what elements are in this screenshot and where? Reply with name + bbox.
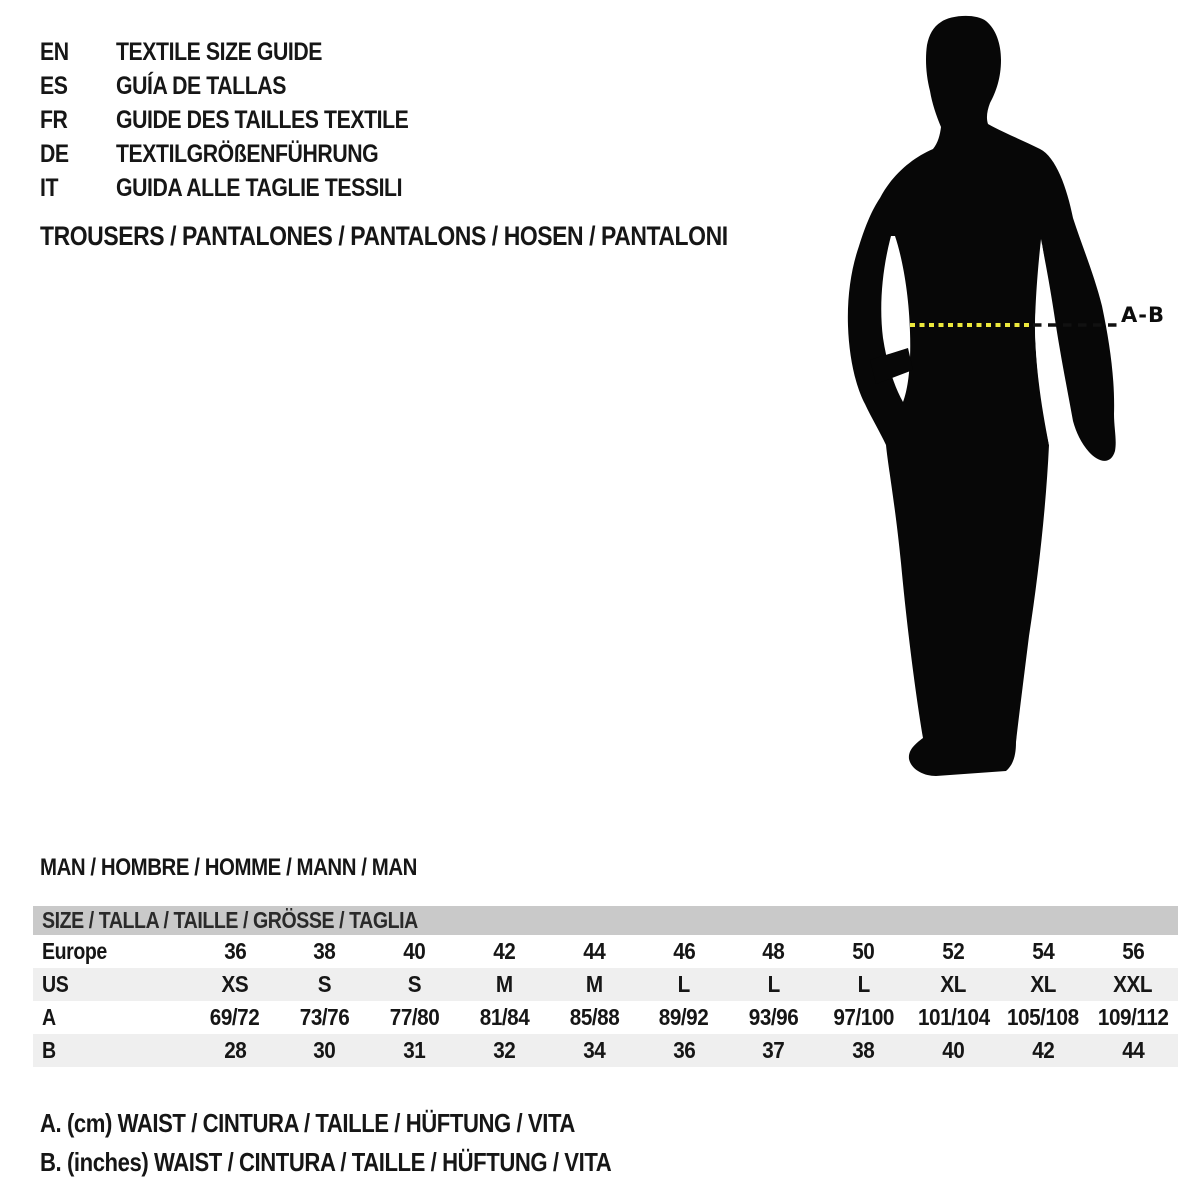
cell: XS <box>221 971 249 997</box>
cell: S <box>318 971 332 997</box>
row-label: A <box>42 1004 56 1030</box>
language-label: GUIDE DES TAILLES TEXTILE <box>116 105 409 134</box>
cell: M <box>585 971 603 997</box>
cell: L <box>767 971 780 997</box>
cell: 73/76 <box>299 1004 350 1030</box>
cell: 69/72 <box>210 1004 260 1030</box>
cell: 101/104 <box>917 1004 990 1030</box>
cell: 50 <box>852 938 875 964</box>
cell: 38 <box>852 1037 875 1063</box>
table-row-b-inches <box>33 1034 1178 1067</box>
cell: 46 <box>672 938 696 964</box>
row-label: Europe <box>42 938 107 964</box>
cell: 89/92 <box>659 1004 709 1030</box>
cell: 81/84 <box>479 1004 530 1030</box>
table-row-us <box>33 968 1178 1001</box>
category-title: TROUSERS / PANTALONES / PANTALONS / HOSEN / PANTALONI <box>40 221 728 251</box>
language-row <box>40 35 460 69</box>
cell: S <box>407 971 422 997</box>
man-silhouette-graphic <box>820 8 1140 788</box>
cell: L <box>857 971 870 997</box>
cell: 44 <box>1121 1037 1145 1063</box>
measure-notes <box>40 1104 712 1182</box>
measure-label: A-B <box>1121 303 1165 327</box>
cell: 109/112 <box>1097 1004 1169 1030</box>
cell: 93/96 <box>749 1004 799 1030</box>
cell: XL <box>1030 971 1056 997</box>
cell: 37 <box>762 1037 785 1063</box>
size-table-header: SIZE / TALLA / TAILLE / GRÖSSE / TAGLIA <box>33 906 1178 935</box>
cell: 36 <box>223 938 246 964</box>
size-table <box>33 906 1178 1067</box>
language-code: FR <box>40 105 68 134</box>
cell: L <box>677 971 691 997</box>
language-label: TEXTILE SIZE GUIDE <box>116 37 323 66</box>
cell: 54 <box>1032 938 1055 964</box>
language-row <box>40 171 460 205</box>
language-code: EN <box>40 37 69 66</box>
cell: 77/80 <box>389 1004 440 1030</box>
cell: 42 <box>493 938 516 964</box>
man-silhouette-body <box>848 16 1116 776</box>
language-code: IT <box>40 173 59 202</box>
gender-title: MAN / HOMBRE / HOMME / MANN / MAN <box>40 854 417 881</box>
cell: 105/108 <box>1007 1004 1080 1030</box>
cell: 31 <box>403 1037 426 1063</box>
cell: 28 <box>223 1037 246 1063</box>
cell: 52 <box>942 938 965 964</box>
cell: 32 <box>493 1037 516 1063</box>
cell: 38 <box>313 938 336 964</box>
language-label: GUÍA DE TALLAS <box>116 71 286 100</box>
cell: 30 <box>313 1037 336 1063</box>
row-label: B <box>42 1037 56 1063</box>
cell: 42 <box>1032 1037 1055 1063</box>
language-label: GUIDA ALLE TAGLIE TESSILI <box>116 173 403 202</box>
cell: 56 <box>1121 938 1145 964</box>
cell: M <box>495 971 513 997</box>
language-row <box>40 103 460 137</box>
table-row-a-cm <box>33 1001 1178 1034</box>
silhouette-figure <box>820 8 1140 788</box>
cell: XL <box>940 971 967 997</box>
note-b-inches: B. (inches) WAIST / CINTURA / TAILLE / HÜFTUNG / VITA <box>40 1147 612 1177</box>
language-guide <box>40 35 460 205</box>
cell: 48 <box>762 938 785 964</box>
language-code: DE <box>40 139 69 168</box>
cell: 34 <box>583 1037 606 1063</box>
cell: 40 <box>942 1037 965 1063</box>
language-row <box>40 69 460 103</box>
cell: 44 <box>583 938 606 964</box>
cell: XXL <box>1113 971 1153 997</box>
language-code: ES <box>40 71 68 100</box>
language-row <box>40 137 460 171</box>
cell: 85/88 <box>569 1004 619 1030</box>
table-row-europe <box>33 935 1178 968</box>
language-label: TEXTILGRÖßENFÜHRUNG <box>116 139 379 168</box>
note-a-cm: A. (cm) WAIST / CINTURA / TAILLE / HÜFTUNG / VITA <box>40 1108 575 1138</box>
cell: 40 <box>403 938 426 964</box>
cell: 36 <box>672 1037 696 1063</box>
row-label: US <box>42 971 69 997</box>
cell: 97/100 <box>833 1004 894 1030</box>
